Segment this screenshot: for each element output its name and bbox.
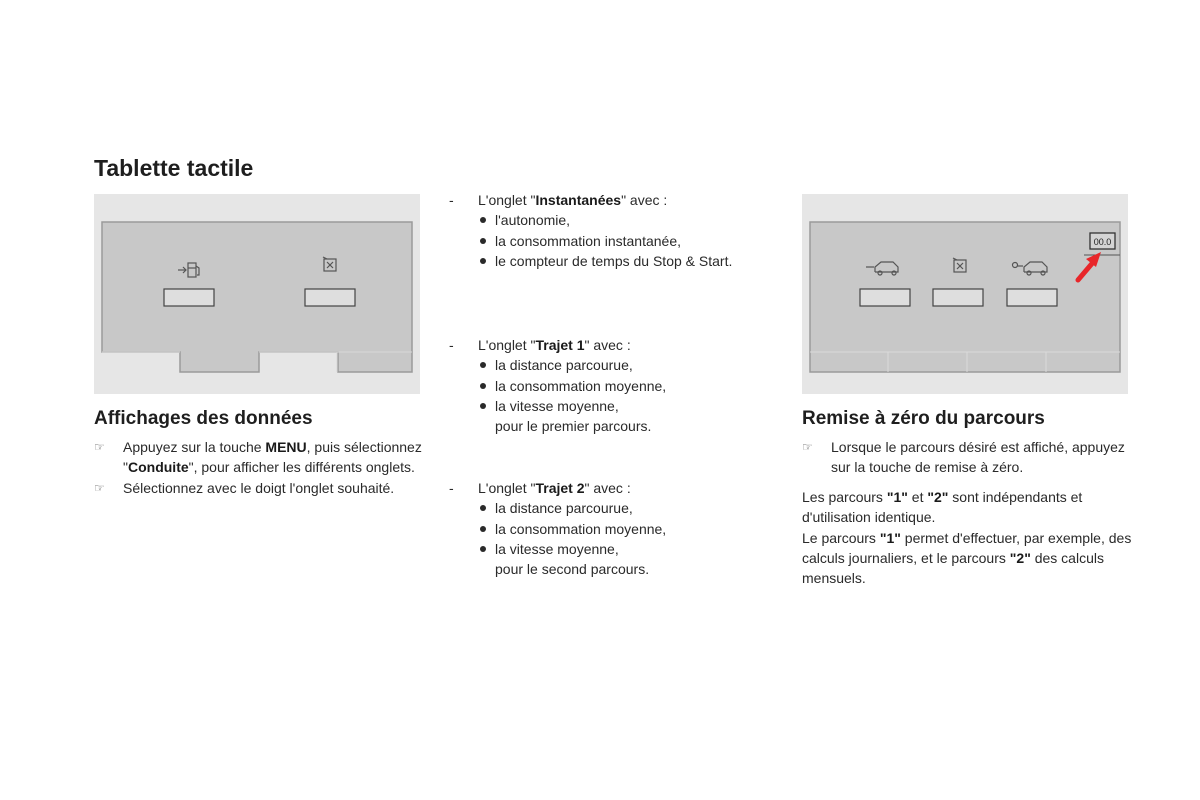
pointing-hand-icon: ☞ xyxy=(94,480,105,495)
list-item: l'autonomie, xyxy=(478,210,779,230)
page-title: Tablette tactile xyxy=(94,155,254,181)
pointing-hand-icon: ☞ xyxy=(94,440,105,454)
list-item: la vitesse moyenne, xyxy=(478,396,779,416)
section-heading-trip-reset: Remise à zéro du parcours xyxy=(802,408,1045,429)
list-item: la distance parcourue, xyxy=(478,355,779,375)
tab-description-trip2: - L'onglet "Trajet 2" avec : la distance parcourue, la consommation moyenne, la vitesse moyenne, pour le second parcours. xyxy=(449,478,779,579)
dash-marker: - xyxy=(449,480,454,496)
instruction-step: ☞ Lorsque le parcours désiré est affiché, appuyez sur la touche de remise à zéro. xyxy=(802,439,1125,476)
average-speed-value-box xyxy=(1007,289,1057,306)
menu-key-label: MENU xyxy=(265,439,307,455)
list-item: la vitesse moyenne, xyxy=(478,539,779,559)
reset-button[interactable] xyxy=(1090,233,1115,249)
paragraph: Les parcours "1" et "2" sont indépendants et d'utilisation identique. xyxy=(802,489,1083,526)
list-item: le compteur de temps du Stop & Start. xyxy=(478,251,779,271)
dash-marker: - xyxy=(449,337,454,353)
instruction-step: ☞ Appuyez sur la touche MENU, puis sélectionnez "Conduite", pour afficher les différents onglets. xyxy=(94,439,422,476)
distance-value-box xyxy=(860,289,910,306)
list-item: la consommation moyenne, xyxy=(478,519,779,539)
trip-explanation xyxy=(802,487,1132,588)
list-item: la consommation moyenne, xyxy=(478,376,779,396)
paragraph: Le parcours "1" permet d'effectuer, par exemple, des calculs journaliers, et le parcours "2" des calculs mensuels. xyxy=(802,529,1132,587)
list-item: la distance parcourue, xyxy=(478,498,779,518)
tab-description-instant: - L'onglet "Instantanées" avec : l'autonomie, la consommation instantanée, le compteur de temps du Stop & Start. xyxy=(449,190,779,271)
average-consumption-value-box xyxy=(933,289,983,306)
reset-button-label: 00.0 xyxy=(1093,237,1112,247)
instructions-data-display xyxy=(94,437,424,498)
tab-description-trip1: - L'onglet "Trajet 1" avec : la distance parcourue, la consommation moyenne, la vitesse moyenne, pour le premier parcours. xyxy=(449,335,779,436)
instructions-trip-reset xyxy=(802,437,1132,478)
instruction-step: ☞ Sélectionnez avec le doigt l'onglet souhaité. xyxy=(94,478,424,498)
range-value-box xyxy=(164,289,214,306)
screen-illustration-trip xyxy=(802,194,1128,394)
list-continuation: pour le second parcours. xyxy=(495,561,650,578)
list-continuation: pour le premier parcours. xyxy=(495,418,652,435)
screen-illustration-instant xyxy=(94,194,420,394)
consumption-value-box xyxy=(305,289,355,306)
list-item: la consommation instantanée, xyxy=(478,231,779,251)
section-heading-data-display: Affichages des données xyxy=(94,408,313,429)
dash-marker: - xyxy=(449,192,454,208)
pointing-hand-icon: ☞ xyxy=(802,440,813,454)
